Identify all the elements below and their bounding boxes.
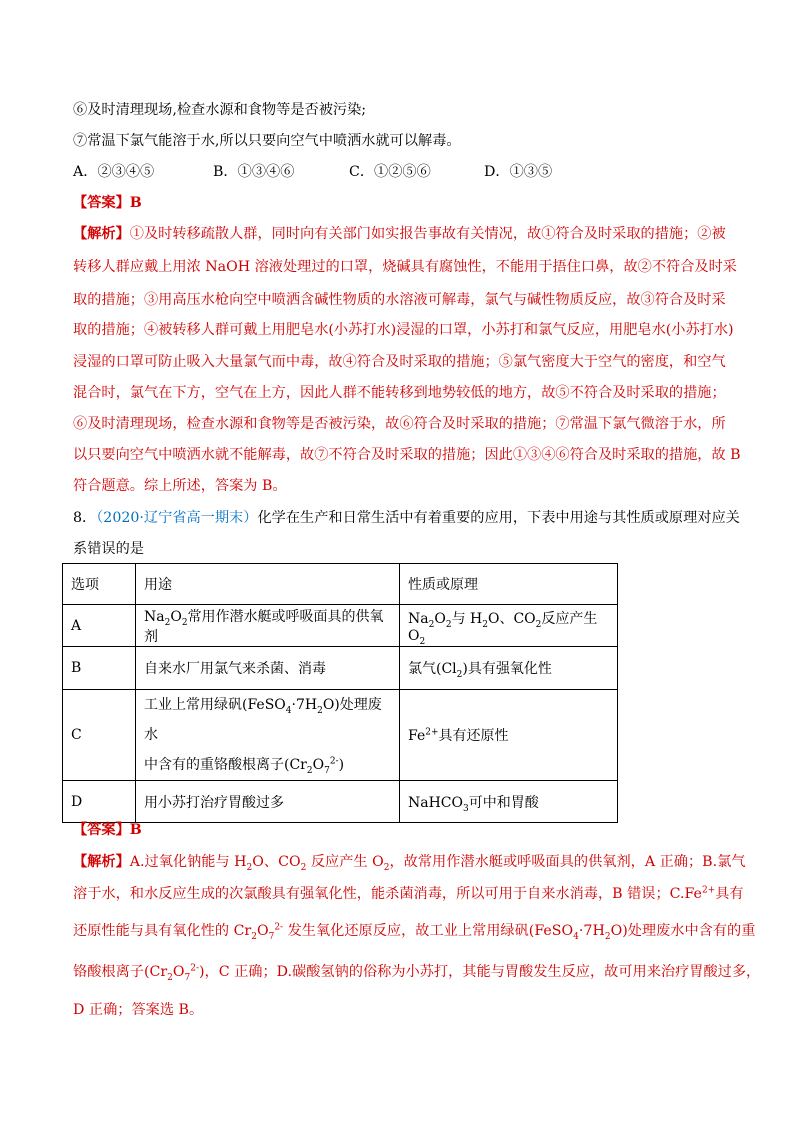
q7-analysis-line-6: 混合时，氯气在下方，空气在上方，因此人群不能转移到地势较低的地方，故⑤不符合及时采取的措施； bbox=[73, 385, 726, 401]
q7-analysis-line-5: 浸湿的口罩可防止吸入大量氯气而中毒，故④符合及时采取的措施；⑤氯气密度大于空气的密度，和空气 bbox=[73, 354, 726, 370]
q8-analysis-line-2: 溶于水，和水反应生成的次氯酸具有强氧化性，能杀菌消毒，所以可用于自来水消毒，B 错误；$C.Fe^{2+}$具有 bbox=[73, 885, 744, 902]
header-use: 用途 bbox=[136, 564, 400, 605]
q8-analysis-line-5: D 正确；答案选 B。 bbox=[73, 1002, 204, 1018]
q8-answer: 【答案】B bbox=[73, 822, 142, 838]
q7-answer: 【答案】B bbox=[73, 195, 142, 211]
q7-analysis-line-9: 符合题意。综上所述，答案为 B。 bbox=[73, 478, 287, 494]
q7-analysis-line-7: ⑥及时清理现场，检查水源和食物等是否被污染，故⑥符合及时采取的措施；⑦常温下氯气微溶于水，所 bbox=[73, 416, 726, 432]
table-row: A $Na_2O_2$常用作潜水艇或呼吸面具的供氧剂 $Na_2O_2$与 $H_2O$、$CO_2$反应产生 $O_2$ bbox=[63, 605, 618, 647]
q7-analysis-line-2: 转移人群应戴上用浓 NaOH 溶液处理过的口罩，烧碱具有腐蚀性，不能用于捂住口鼻，故②不符合及时采 bbox=[73, 259, 737, 275]
header-option: 选项 bbox=[63, 564, 136, 605]
option-d: D．①③⑤ bbox=[484, 164, 553, 180]
q8-stem-line-1: 8．（2020·辽宁省高一期末）化学在生产和日常生活中有着重要的应用，下表中用途与其性质或原理对应关 bbox=[73, 510, 740, 526]
q8-analysis-line-4: 铬酸根离子$(Cr_2O_7^{2-})$，C 正确；D.碳酸氢钠的俗称为小苏打，其能与胃酸发生反应，故可用来治疗胃酸过多， bbox=[73, 963, 761, 983]
q7-analysis-line-4: 取的措施；④被转移人群可戴上用肥皂水(小苏打水)浸湿的口罩，小苏打和氯气反应，用肥皂水(小苏打水) bbox=[73, 322, 734, 338]
q7-analysis-line-3: 取的措施；③用高压水枪向空中喷洒含碱性物质的水溶液可解毒，氯气与碱性物质反应，故③符合及时采 bbox=[73, 292, 726, 308]
q7-item6: ⑥及时清理现场,检查水源和食物等是否被污染; bbox=[73, 102, 367, 118]
option-a: A．②③④⑤ bbox=[73, 164, 155, 180]
q8-analysis-line-3: 还原性能与具有氧化性的 $Cr_2O_7^{2-}$ 发生氧化还原反应，故工业上常用绿矾$(FeSO_4\cdot 7H_2O)$处理废水中含有的重 bbox=[73, 922, 756, 942]
header-property: 性质或原理 bbox=[400, 564, 618, 605]
q8-table bbox=[62, 563, 618, 823]
q8-source: （2020·辽宁省高一期末） bbox=[96, 510, 258, 526]
table-row: C 工业上常用绿矾$(FeSO_4\cdot 7H_2O)$处理废水 中含有的重铬酸根离子$(Cr_2O_7^{2-})$ $Fe^{2+}$具有还原性 bbox=[63, 690, 618, 781]
table-header-row bbox=[63, 564, 618, 605]
q7-analysis-line-1: 【解析】①及时转移疏散人群，同时向有关部门如实报告事故有关情况，故①符合及时采取的措施；②被 bbox=[73, 226, 726, 242]
option-c: C．①②⑤⑥ bbox=[349, 164, 431, 180]
q8-analysis-line-1: 【解析】A.过氧化钠能与 $H_2O$、$CO_2$ 反应产生 $O_2$，故常用作潜水艇或呼吸面具的供氧剂，A 正确；B.氯气 bbox=[73, 854, 746, 873]
option-b: B．①③④⑥ bbox=[213, 164, 295, 180]
table-row: D 用小苏打治疗胃酸过多 NaHCO$_3$可中和胃酸 bbox=[63, 781, 618, 823]
q7-analysis-line-8: 以只要向空气中喷洒水就不能解毒，故⑦不符合及时采取的措施；因此①③④⑥符合及时采取的措施，故 B bbox=[73, 447, 741, 463]
table-row: B 自来水厂用氯气来杀菌、消毒 氯气$(Cl_2)$具有强氧化性 bbox=[63, 647, 618, 690]
q7-item7: ⑦常温下氯气能溶于水,所以只要向空气中喷洒水就可以解毒。 bbox=[73, 133, 461, 149]
q8-stem-line-2: 系错误的是 bbox=[73, 541, 144, 557]
